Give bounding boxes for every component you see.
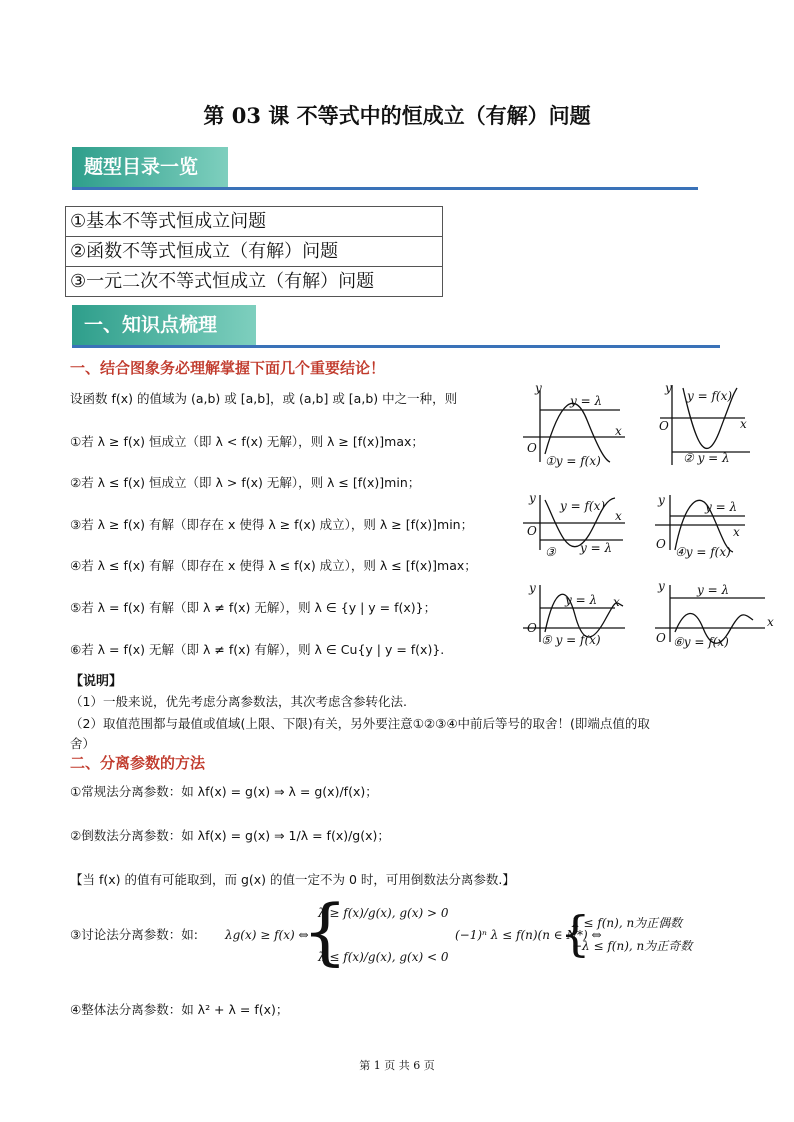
method-2: ②倒数法分离参数：如 λf(x) = g(x) ⇒ 1/λ = f(x)/g(x)；	[70, 828, 390, 843]
method-2-note: 【当 f(x) 的值有可能取到，而 g(x) 的值一定不为 0 时，可用倒数法分离参数.】	[70, 872, 515, 887]
origin-label: O	[656, 631, 666, 645]
section-heading-conclusions: 一、结合图象务必理解掌握下面几个重要结论！	[70, 359, 386, 377]
method-3-right-1: λ ≤ f(n), n为正偶数	[572, 916, 683, 930]
method-4: ④整体法分离参数：如 λ² + λ = f(x)；	[70, 1002, 289, 1017]
graph-curve-label: y = λ	[580, 541, 613, 555]
section-banner-toc: 题型目录一览	[72, 147, 228, 187]
axis-label: y	[665, 381, 672, 395]
method-1: ①常规法分离参数：如 λf(x) = g(x) ⇒ λ = g(x)/f(x)；	[70, 784, 378, 799]
origin-label: O	[527, 621, 537, 635]
origin-label: O	[527, 524, 537, 538]
axis-label: y	[658, 493, 665, 507]
toc-item[interactable]: ②函数不等式恒成立（有解）问题	[66, 237, 442, 267]
intro-text: 设函数 f(x) 的值域为 (a,b) 或 [a,b]，或 (a,b] 或 [a,b) 中之一种，则	[70, 391, 458, 406]
graph-curve-label: y = λ	[705, 500, 738, 514]
method-3-right-2: −λ ≤ f(n), n为正奇数	[572, 939, 693, 953]
graph-label: ④y = f(x)	[675, 545, 731, 559]
divider	[72, 187, 698, 190]
page-title: 第 03 课 不等式中的恒成立（有解）问题	[203, 103, 591, 128]
method-3-case-2: λ ≤ f(x)/g(x), g(x) < 0	[318, 950, 449, 964]
toc-table	[65, 206, 443, 297]
left-brace: {	[302, 889, 348, 973]
origin-label: O	[659, 419, 669, 433]
graph-label: ⑥y = f(x)	[673, 635, 729, 649]
toc-item[interactable]: ③一元二次不等式恒成立（有解）问题	[70, 271, 375, 292]
method-3-lhs: λg(x) ≥ f(x) ⇔	[225, 928, 309, 942]
rule-6: ⑥若 λ = f(x) 无解（即 λ ≠ f(x) 有解），则 λ ∈ Cu{y | y = f(x)}.	[70, 642, 445, 657]
graph-curve-label: y = λ	[697, 583, 730, 597]
note-2-cont: 舍）	[70, 736, 96, 751]
graph-curve-label: y = f(x)	[687, 389, 733, 403]
rule-1: ①若 λ ≥ f(x) 恒成立（即 λ < f(x) 无解），则 λ ≥ [f(x)]max；	[70, 434, 424, 449]
axis-label: x	[613, 595, 620, 609]
toc-item[interactable]: ①基本不等式恒成立问题	[66, 207, 442, 237]
method-3-label: ③讨论法分离参数：如:	[70, 927, 198, 942]
rule-2: ②若 λ ≤ f(x) 恒成立（即 λ > f(x) 无解），则 λ ≤ [f(x)]min；	[70, 475, 421, 490]
axis-label: y	[529, 491, 536, 505]
axis-label: y	[658, 579, 665, 593]
note-heading: 【说明】	[70, 674, 123, 689]
axis-label: y	[535, 381, 542, 395]
note-2: （2）取值范围都与最值或值域(上限、下限)有关，另外要注意①②③④中前后等号的取舍！(即端点值的取	[70, 716, 650, 731]
axis-label: x	[615, 424, 622, 438]
graphs-panel	[515, 380, 785, 655]
rule-4: ④若 λ ≤ f(x) 有解（即存在 x 使得 λ ≤ f(x) 成立），则 λ ≤ [f(x)]max；	[70, 558, 477, 573]
origin-label: O	[527, 441, 537, 455]
axis-label: x	[740, 417, 747, 431]
divider	[72, 345, 720, 348]
graph-label: ③	[545, 545, 556, 559]
page-footer: 第 1 页 共 6 页	[359, 1059, 435, 1072]
axis-label: x	[767, 615, 774, 629]
axis-label: x	[733, 525, 740, 539]
graph-curve-label: y = λ	[565, 593, 598, 607]
graph-curve-label: y = f(x)	[560, 499, 606, 513]
method-3-case-1: λ ≥ f(x)/g(x), g(x) > 0	[318, 906, 449, 920]
section-banner-knowledge: 一、知识点梳理	[72, 305, 256, 345]
method-3-mid: (−1)ⁿ λ ≤ f(n)(n ∈ N*) ⇔	[455, 928, 602, 942]
left-brace: {	[560, 906, 591, 962]
graph-label: ①y = f(x)	[545, 454, 601, 468]
graph-label: ⑤ y = f(x)	[541, 633, 601, 647]
note-1: （1）一般来说，优先考虑分离参数法，其次考虑含参转化法.	[70, 694, 407, 709]
graph-curve-label: y = λ	[570, 394, 603, 408]
origin-label: O	[656, 537, 666, 551]
rule-5: ⑤若 λ = f(x) 有解（即 λ ≠ f(x) 无解），则 λ ∈ {y | y = f(x)}；	[70, 600, 437, 615]
section-heading-methods: 二、分离参数的方法	[70, 754, 206, 772]
axis-label: y	[529, 581, 536, 595]
axis-label: x	[615, 509, 622, 523]
graph-label: ② y = λ	[683, 451, 730, 465]
rule-3: ③若 λ ≥ f(x) 有解（即存在 x 使得 λ ≥ f(x) 成立），则 λ ≥ [f(x)]min；	[70, 517, 474, 532]
